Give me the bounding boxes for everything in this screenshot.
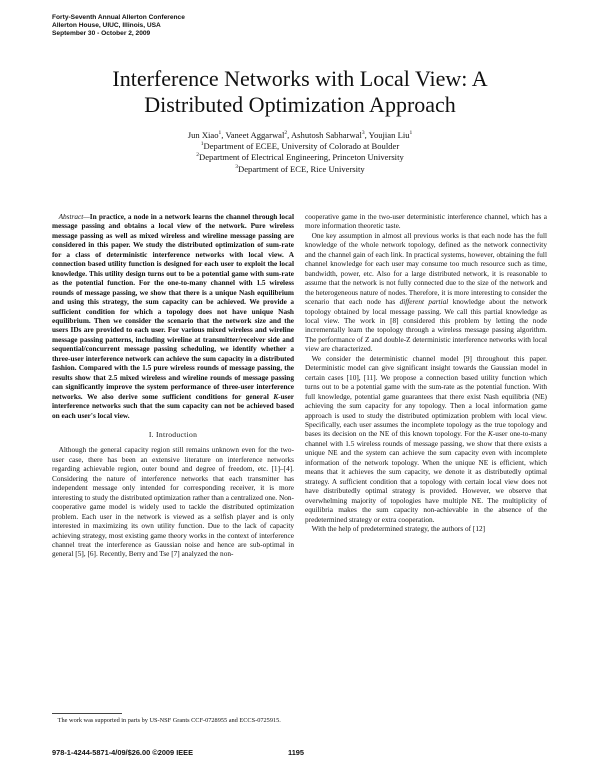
affiliation-2: $^2$Department of Electrical Engineering, Princeton University [196,152,404,163]
author-affil-mark: 1 [218,130,222,137]
funding-footnote: The work was supported in parts by US-NSF Grants CCF-0728955 and ECCS-0725915. [57,717,281,724]
author-affil-mark: 2 [284,130,288,137]
section-heading-introduction: I. Introduction [148,429,198,439]
footnote-separator [52,713,122,714]
abstract: Abstract—In practice, a node in a network learns the channel through local message passing and obtains a local view of the network. Pure wireless message passing as well as mixed wireless and wireline message passing are considered in this paper. We study the distributed optimization of sum-rate for a class of deterministic interference networks with local view. A connection based utility function is designed for each user to exploit the local knowledge. This utility design turns out to be a potential game with sum-rate as the potential function. For the one-to-many channel with 1.5 wireless rounds of message passing, we show that there is a unique Nash equilibrium and using this strategy, the sum capacity can be achieved. We provide a sufficient condition for which a topology does not have unique Nash equilibrium. Then we consider the scenario that the network size and the users IDs are provided to each user. For various mixed wireless and wireline message passing patterns, including wireline at transmitter/receiver side and sequential/concurrent message passing scheduling, we identify whether a three-user interference network can achieve the sum capacity in a distributed fashion. Compared with the 1.5 pure wireless rounds of message passing, the results show that 2.5 mixed wireless and wireline rounds of message passing can significantly improve the system performance of three-user interference networks. We also derive some sufficient conditions for general K-user interference networks such that the sum capacity can not be achieved based on each user's local view. [52,212,294,420]
paper-title-line-1: Interference Networks with Local View: A [112,66,488,91]
k-symbol: K [487,429,493,439]
paper-title-line-2: Distributed Optimization Approach [144,92,456,117]
author-affil-mark: 1 [409,130,413,137]
affiliation-1: $^1$Department of ECEE, University of Colorado at Boulder [200,141,400,152]
copyright-isbn: 978-1-4244-5871-4/09/$26.00 ©2009 IEEE [52,748,194,757]
author-name: Jun Xiao [187,130,219,140]
abstract-text: In practice, a node in a network learns the channel through local message passing and obtains a local view of the network. Pure wireless message passing as well as mixed wireless and wireline message passing are considered in this paper. We study the distributed optimization of sum-rate for a class of deterministic interference networks with local view. A connection based utility function is designed for each user to exploit the local knowledge. This utility design turns out to be a potential game with sum-rate as the potential function. For the one-to-many channel with 1.5 wireless rounds of message passing, we show that there is a unique Nash equilibrium and using this strategy, the sum capacity can be achieved. We provide a sufficient condition for which a topology does not have unique Nash equilibrium. Then we consider the scenario that the network size and the users IDs are provided to each user. For various mixed wireless and wireline message passing patterns, including wireline at transmitter/receiver side and sequential/concurrent message passing scheduling, we identify whether a three-user interference network can achieve the sum capacity in a distributed fashion. Compared with the 1.5 pure wireless rounds of message passing, the results show that 2.5 mixed wireless and wireline rounds of message passing can significantly improve the system performance of three-user interference networks. We also derive some sufficient conditions for general [52,212,294,401]
emphasis-different-partial: different partial [399,297,449,307]
paragraph-deterministic-model: We consider the deterministic channel model [9] throughout this paper. Deterministic model can give significant insight towards the Gaussian model in certain cases [10], [11]. We propose a connection based utility function which turns out to be a potential game with the sum-rate as the potential function. With full knowledge, potential game guarantees that there exist Nash equilibria (NE) achieving the sum capacity for any topology. Then a local information game approach is used to study the distributed optimization problem with local view. Specifically, each user assumes the incomplete topology as the true topology and bases its decision on the NE of this known topology. For the K-user one-to-many channel with 1.5 wireless rounds of message passing, we show that there exists a unique NE and the system can achieve the sum capacity even with incomplete information of the network topology. When the unique NE is efficient, which means that it achieves the sum capacity, we denote it as distributedly optimal strategy. A sufficient condition that a topology with certain local view does not have distributedly optimal strategy is provided. However, we observe that overwhelming majority of topologies have multiple NE. The multiplicity of equilibria makes the sum capacity non-achievable in the absence of the predetermined strategy or extra cooperation. [305,353,547,524]
conference-name: Forty-Seventh Annual Allerton Conference [52,14,185,21]
affiliation-3: $^3$Department of ECE, Rice University [235,163,365,174]
author-name: Youjian Liu [368,130,410,140]
author-block [40,130,560,175]
author-name: Ashutosh Sabharwal [290,130,362,140]
abstract-label: Abstract [58,212,84,221]
author-list: Jun Xiao$^1$, Vaneet Aggarwal$^2$, Ashutosh Sabharwal$^3$, Youjian Liu$^1$ [187,130,413,140]
author-name: Vaneet Aggarwal [225,130,285,140]
right-column [305,212,547,533]
paragraph-predetermined-strategy: With the help of predetermined strategy, the authors of [12] [311,523,486,533]
conference-header [52,14,185,39]
author-affil-mark: 3 [361,130,365,137]
paper-title [40,66,560,118]
paragraph-continuation: cooperative game in the two-user deterministic interference channel, which has a more information theoretic taste. [305,212,547,231]
conference-venue: Allerton House, UIUC, Illinois, USA [52,22,161,30]
abstract-k-symbol: K [273,391,279,401]
left-column [52,212,294,559]
page-number: 1195 [288,748,305,757]
abstract-text-end: -user interference networks such that the sum capacity can not be achieved based on each user's local view. [52,391,294,420]
paragraph-local-view: One key assumption in almost all previous works is that each node has the full knowledge of the whole network topology, defined as the network connectivity and the channel gain of each link. In practical systems, however, obtaining the full channel knowledge for each user may consume too much resource such as time, bandwidth, power, etc. Also for a large distributed network, it is reasonable to assume that the network is not fully connected due to the size of the network and the heterogeneous nature of nodes. Therefore, it is more interesting to consider the scenario that each node has different partial knowledge about the network topology obtained by local message passing. We call this partial knowledge as local view. The work in [8] considered this problem by letting the node incrementally learn the topology through a wireless message passing algorithm. The performance of Z and double-Z deterministic interference networks with local view are characterized. [305,230,547,354]
conference-dates: September 30 - October 2, 2009 [52,30,151,38]
intro-paragraph-1: Although the general capacity region still remains unknown even for the two-user case, there has been an extensive literature on interference networks regarding achievable region, outer bound and degree of freedom, etc. [1]–[4]. Considering the nature of interference networks that each transmitter has independent message only intended for corresponding receiver, it is more interesting to study the distributed optimization rather than a centralized one. Non-cooperative game model is widely used to tackle the distributed optimization problem. Each user in the network is viewed as a selfish player and is only interested in maximizing its own utility function. Due to the lack of capacity achieving strategy, most existing game theory works in the context of interference channel treat the interference as Gaussian noise and hence are sub-optimal in general [5], [6]. Recently, Berry and Tse [7] analyzed the non- [52,445,294,559]
